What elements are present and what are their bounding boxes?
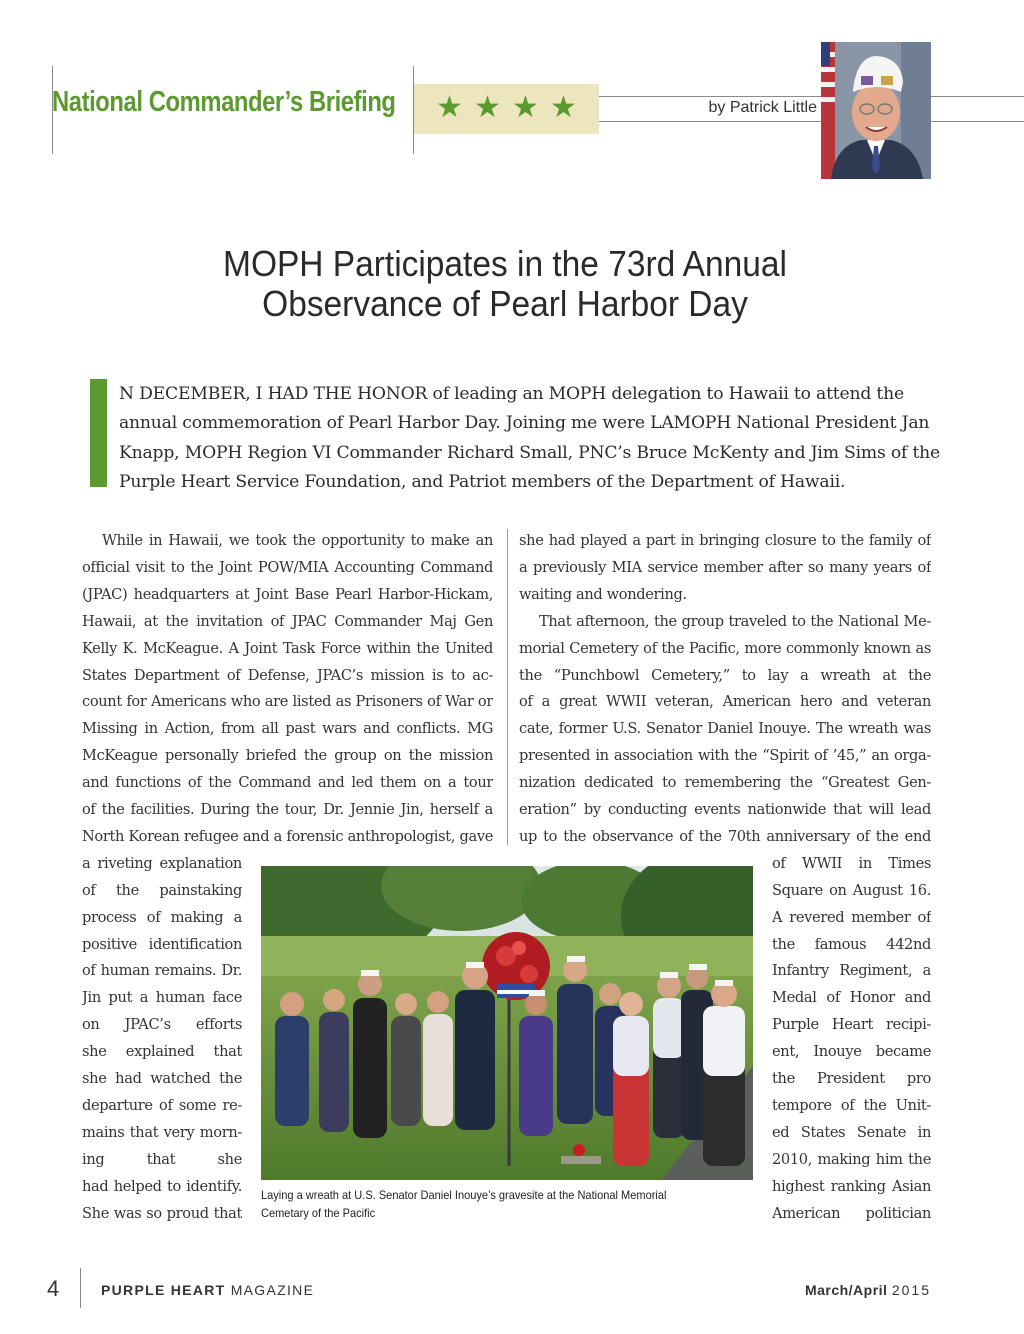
body-text-line: Purple Heart recipi- — [772, 1016, 931, 1034]
title-line: Observance of Pearl Harbor Day — [262, 283, 748, 324]
body-text-line: a riveting explanation — [82, 854, 242, 872]
body-text-line: American politician — [772, 1204, 931, 1222]
author-portrait-photo — [821, 42, 931, 179]
body-text-line: waiting and wondering. — [519, 585, 687, 603]
body-text-line: She was so proud that — [82, 1204, 242, 1222]
body-text-line: up to the observance of the 70th anniversary of the end — [519, 827, 931, 845]
magazine-name — [101, 1282, 314, 1298]
header-bottom-rule — [599, 121, 821, 122]
body-text-line: she explained that — [82, 1043, 242, 1061]
body-text-line: she had played a part in bringing closure to the family of — [519, 532, 931, 549]
page-number: 4 — [47, 1276, 60, 1301]
body-text-line: the “Punchbowl Cemetery,” to lay a wreath at the — [519, 666, 931, 684]
footer-divider — [80, 1268, 81, 1308]
body-text-line: the President pro — [772, 1070, 931, 1087]
body-text-line: While in Hawaii, we took the opportunity to make an — [102, 532, 493, 549]
body-text-line: (JPAC) headquarters at Joint Base Pearl Harbor-Hickam, — [82, 585, 493, 603]
wreath-ceremony-photo — [261, 866, 753, 1180]
body-text-line: ed States Senate in — [772, 1123, 931, 1141]
caption-line: Cemetary of the Pacific — [261, 1206, 376, 1220]
body-text-line: official visit to the Joint POW/MIA Accounting Command — [82, 558, 493, 576]
body-text-line: ing that she — [82, 1150, 242, 1168]
rank-stars — [414, 84, 599, 134]
body-text-line: tempore of the Unit- — [772, 1096, 931, 1114]
body-text-line: Kelly K. McKeague. A Joint Task Force within the United — [82, 639, 493, 657]
body-text-line: mains that very morn- — [82, 1123, 242, 1141]
section-title: National Commander’s Briefing — [52, 86, 396, 118]
body-text-line: a previously MIA service member after so many years of — [519, 558, 931, 576]
body-text-line: departure of some re- — [82, 1096, 242, 1114]
intro-line: Purple Heart Service Foundation, and Patriot members of the Department of Hawaii. — [119, 472, 846, 493]
issue-date — [805, 1282, 931, 1298]
intro-paragraph — [119, 380, 941, 498]
drop-cap-bar — [90, 379, 107, 487]
intro-line: N DECEMBER, I HAD THE HONOR of leading an MOPH delegation to Hawaii to attend the — [119, 384, 904, 404]
star-icon: ★ — [512, 90, 539, 125]
body-text-line: the famous 442nd — [772, 935, 931, 953]
body-text-line: Square on August 16. — [772, 881, 931, 899]
star-icon: ★ — [474, 90, 501, 125]
body-text-line: on JPAC’s efforts — [82, 1016, 242, 1034]
body-text-line: presented in association with the “Spirit of ’45,” an orga- — [519, 747, 931, 765]
body-text-line: she had watched the — [82, 1070, 242, 1087]
body-text-line: McKeague personally briefed the group on the mission — [82, 747, 493, 765]
body-text-line: ent, Inouye became — [772, 1043, 931, 1061]
body-text-line: Hawaii, at the invitation of JPAC Commander Maj Gen — [82, 612, 493, 630]
issue-months: March/April — [804, 1282, 888, 1298]
issue-year: 2015 — [891, 1282, 931, 1298]
body-text-line: Jin put a human face — [82, 989, 242, 1007]
body-text-line: of human remains. Dr. — [82, 962, 242, 980]
body-text-line: highest ranking Asian — [772, 1177, 931, 1195]
star-icon: ★ — [436, 90, 463, 125]
photo-caption — [261, 1186, 714, 1222]
header-right-rule — [931, 96, 1024, 97]
body-text-line: positive identification — [82, 935, 242, 953]
magazine-name-bold: PURPLE HEART — [101, 1282, 226, 1298]
body-text-line: A revered member of — [772, 908, 931, 926]
body-text-line: of a great WWII veteran, American hero and veteran — [519, 693, 931, 711]
body-text-line: Infantry Regiment, a — [772, 962, 931, 980]
header-top-rule — [599, 96, 822, 97]
body-text-line: morial Cemetery of the Pacific, more commonly known as — [519, 639, 931, 657]
body-text-line: North Korean refugee and a forensic anthropologist, gave — [82, 827, 493, 845]
body-text-line: and functions of the Command and led them on a tour — [82, 774, 493, 792]
body-text-line: had helped to identify. — [82, 1177, 242, 1195]
body-text-line: count for Americans who are listed as Prisoners of War or — [82, 693, 493, 711]
magazine-name-light: MAGAZINE — [225, 1282, 315, 1298]
body-text-line: That afternoon, the group traveled to the National Me- — [539, 612, 931, 630]
body-text-line: of the facilities. During the tour, Dr. Jennie Jin, herself a — [82, 801, 493, 818]
body-text-line: States Department of Defense, JPAC’s mission is to ac- — [82, 666, 493, 684]
body-text-line: of the painstaking — [82, 881, 242, 899]
intro-line: Knapp, MOPH Region VI Commander Richard Small, PNC’s Bruce McKenty and Jim Sims of the — [119, 442, 941, 463]
header-bottom-rule-right — [931, 121, 1024, 122]
title-line: MOPH Participates in the 73rd Annual — [223, 243, 787, 284]
article-title — [128, 244, 881, 324]
body-text-line: process of making a — [82, 908, 242, 926]
body-text-line: cate, former U.S. Senator Daniel Inouye. The wreath was — [519, 720, 931, 738]
column-divider — [507, 529, 508, 845]
body-text-line: Missing in Action, from all past wars and conflicts. MG — [82, 720, 493, 738]
body-text-line: Medal of Honor and — [772, 989, 931, 1007]
body-text-line: nization dedicated to remembering the “Greatest Gen- — [519, 774, 931, 792]
body-text-line: eration” by conducting events nationwide that will lead — [519, 801, 931, 818]
body-text-line: 2010, making him the — [772, 1150, 931, 1168]
caption-line: Laying a wreath at U.S. Senator Daniel Inouye’s gravesite at the National Memorial — [261, 1188, 667, 1202]
intro-line: annual commemoration of Pearl Harbor Day. Joining me were LAMOPH National President Jan — [119, 413, 930, 434]
star-icon: ★ — [550, 90, 577, 125]
byline: by Patrick Little — [708, 99, 817, 116]
body-text-line: of WWII in Times — [772, 854, 931, 872]
